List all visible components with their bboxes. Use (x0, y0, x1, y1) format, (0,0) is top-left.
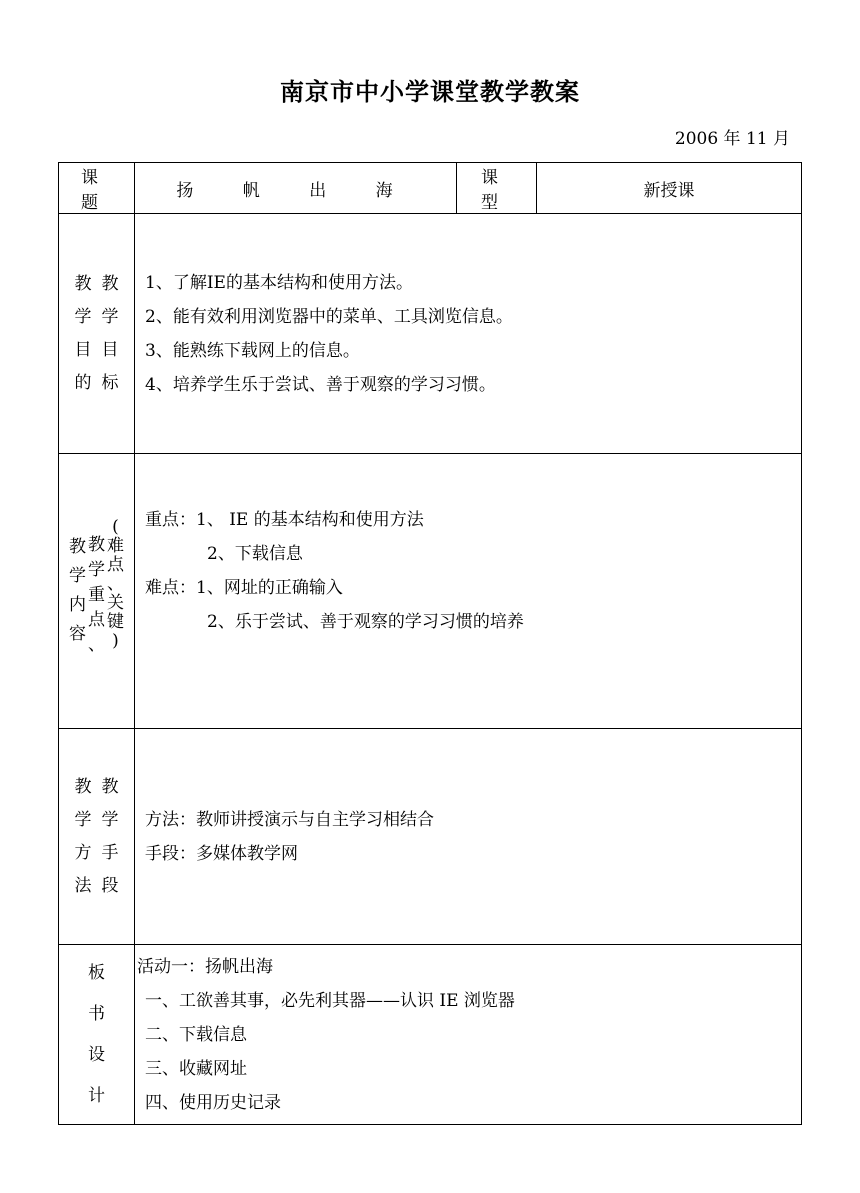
list-item: 重点：1、 IE 的基本结构和使用方法 (145, 510, 424, 530)
methods-list (135, 803, 801, 871)
keypoints-label: 教 学 内 容 教 学 重 点 、 ( 难 点 、 关 键 ) (69, 516, 124, 655)
topic-value: 扬 帆 出 海 (176, 180, 415, 201)
board-label-cell (59, 945, 135, 1125)
goals-label-cell (59, 214, 135, 454)
header-row (59, 163, 802, 214)
type-value: 新授课 (643, 180, 695, 201)
list-item: 1、了解IE的基本结构和使用方法。 (145, 272, 413, 293)
list-item: 四、使用历史记录 (145, 1092, 281, 1113)
type-label: 课 型 (481, 168, 512, 213)
list-item: 2、下载信息 (207, 544, 303, 564)
list-item: 难点：1、网址的正确输入 (145, 578, 343, 598)
board-label: 板 书 设 计 (88, 962, 105, 1106)
topic-value-cell (135, 163, 457, 214)
date-label: 2006 年 11 月 (674, 129, 790, 149)
lesson-plan-table (58, 162, 802, 1125)
goals-label: 教 学 目 的 教 学 目 标 (74, 273, 119, 393)
keypoints-label-cell (59, 454, 135, 729)
list-item: 三、收藏网址 (145, 1058, 247, 1079)
topic-label: 课 题 (81, 168, 112, 213)
board-row (59, 945, 802, 1125)
methods-label-cell (59, 729, 135, 945)
topic-label-cell (59, 163, 135, 214)
list-item: 2、乐于尝试、善于观察的学习习惯的培养 (207, 612, 524, 632)
page-title: 南京市中小学课堂教学教案 (280, 77, 580, 106)
list-item: 一、工欲善其事，必先利其器——认识 IE 浏览器 (145, 990, 515, 1011)
type-value-cell (537, 163, 802, 214)
keypoints-content-cell (135, 454, 802, 729)
methods-content-cell (135, 729, 802, 945)
list-item: 2、能有效利用浏览器中的菜单、工具浏览信息。 (145, 306, 513, 327)
board-list (135, 950, 801, 1120)
list-item: 3、能熟练下载网上的信息。 (145, 340, 360, 361)
list-item: 活动一：扬帆出海 (137, 956, 273, 977)
list-item: 方法：教师讲授演示与自主学习相结合 (145, 809, 434, 830)
goals-row (59, 214, 802, 454)
methods-label: 教 学 方 法 教 学 手 段 (74, 776, 119, 896)
list-item: 4、培养学生乐于尝试、善于观察的学习习惯。 (145, 374, 496, 395)
board-content-cell (135, 945, 802, 1125)
methods-row (59, 729, 802, 945)
goals-content-cell (135, 214, 802, 454)
list-item: 二、下载信息 (145, 1024, 247, 1045)
list-item: 手段：多媒体教学网 (145, 843, 298, 864)
type-label-cell (457, 163, 537, 214)
keypoints-row (59, 454, 802, 729)
keypoints-list (135, 503, 801, 639)
goals-list (135, 266, 801, 402)
